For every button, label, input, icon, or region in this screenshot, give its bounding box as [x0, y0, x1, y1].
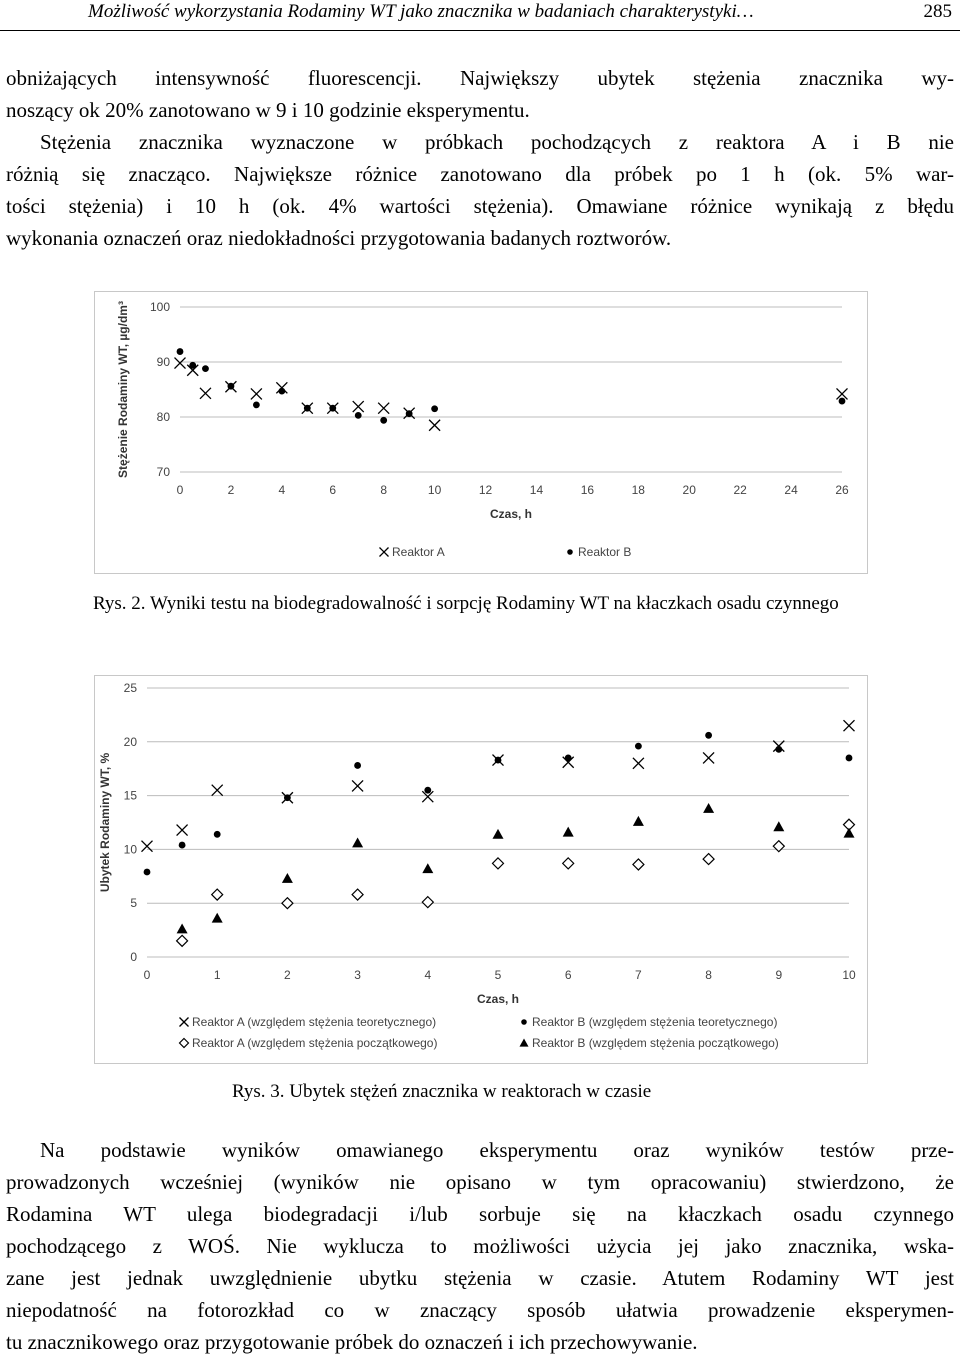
data-point — [839, 398, 846, 405]
x-tick-label: 2 — [284, 968, 291, 982]
data-point — [354, 762, 361, 769]
x-tick-label: 8 — [705, 968, 712, 982]
data-point — [202, 365, 209, 372]
legend-marker — [180, 1039, 189, 1048]
data-point — [278, 388, 285, 395]
legend-marker — [520, 1039, 529, 1047]
data-point — [142, 841, 153, 852]
data-point — [773, 821, 784, 831]
running-header — [0, 0, 960, 31]
legend-marker — [521, 1019, 527, 1025]
data-point — [493, 858, 504, 869]
data-point — [214, 831, 221, 838]
data-point — [144, 869, 151, 876]
data-point — [284, 794, 291, 801]
paragraph-line: Na podstawie wyników omawianego eksperymentu oraz wyników testów prze- — [40, 1138, 954, 1162]
x-tick-label: 8 — [380, 483, 388, 497]
x-tick-label: 10 — [842, 968, 856, 982]
y-axis-label: Stężenie Rodaminy WT, µg/dm³ — [116, 301, 130, 478]
series-1 — [175, 358, 848, 431]
legend-entry — [521, 1015, 777, 1029]
data-point — [251, 388, 262, 399]
loss-scatter-chart — [95, 676, 867, 1063]
data-point — [493, 829, 504, 839]
data-point — [563, 827, 574, 837]
data-point — [378, 403, 389, 414]
legend-marker — [180, 1018, 189, 1027]
data-point — [565, 755, 572, 762]
data-point — [844, 828, 855, 838]
data-point — [253, 401, 260, 408]
data-point — [352, 837, 363, 847]
x-tick-label: 22 — [733, 483, 747, 497]
legend-label: Reaktor A (względem stężenia teoretycznego) — [192, 1015, 437, 1029]
data-point — [406, 410, 413, 417]
x-tick-label: 20 — [682, 483, 696, 497]
x-tick-label: 7 — [635, 968, 642, 982]
data-point — [304, 405, 311, 412]
data-point — [179, 842, 186, 849]
legend-marker — [567, 549, 573, 555]
data-point — [422, 897, 433, 908]
y-tick-label: 80 — [156, 410, 170, 424]
y-axis-label: Ubytek Rodaminy WT, % — [98, 752, 112, 893]
data-point — [633, 758, 644, 769]
data-point — [844, 720, 855, 731]
x-tick-label: 12 — [478, 483, 493, 497]
figure-2-caption: Rys. 2. Wyniki testu na biodegradowalność i sorpcję Rodaminy WT na kłaczkach osadu czynnego — [93, 593, 839, 614]
series-2 — [144, 732, 853, 875]
x-tick-label: 4 — [424, 968, 432, 982]
figure-2-chart — [94, 291, 868, 574]
x-tick-label: 16 — [580, 483, 595, 497]
data-point — [424, 787, 431, 794]
x-tick-label: 26 — [835, 483, 849, 497]
paragraph-line: prowadzonych wcześniej (wyników nie opisano w tym opracowaniu) stwierdzono, że — [6, 1170, 954, 1194]
data-point — [563, 858, 574, 869]
concentration-scatter-chart — [95, 292, 867, 573]
paragraph-line: tości stężenia) i 10 h (ok. 4% wartości stężenia). Omawiane różnice wynikają z błędu — [6, 194, 954, 218]
y-tick-label: 90 — [156, 355, 170, 369]
figure-3-chart — [94, 675, 868, 1064]
x-tick-label: 24 — [784, 483, 798, 497]
paragraph-line: pochodzącego z WOŚ. Nie wyklucza to możliwości użycia jej jako znacznika, wska- — [6, 1234, 954, 1258]
legend-entry — [520, 1036, 779, 1050]
data-point — [329, 405, 336, 412]
legend-entry — [180, 1036, 438, 1050]
data-point — [703, 854, 714, 865]
data-point — [177, 924, 188, 934]
figure-3-caption: Rys. 3. Ubytek stężeń znacznika w reaktorach w czasie — [232, 1081, 652, 1102]
x-tick-label: 6 — [564, 968, 572, 982]
y-tick-label: 0 — [130, 950, 137, 964]
legend-label: Reaktor A — [392, 545, 445, 559]
y-tick-label: 20 — [123, 734, 137, 749]
data-point — [380, 417, 387, 424]
paragraph-line: wykonania oznaczeń oraz niedokładności przygotowania badanych roztworów. — [6, 226, 672, 250]
x-axis-label: Czas, h — [489, 507, 533, 521]
data-point — [352, 889, 363, 900]
data-point — [200, 388, 211, 399]
series-4 — [177, 803, 855, 933]
y-tick-label: 5 — [130, 896, 137, 911]
legend-label: Reaktor B — [578, 545, 632, 559]
x-tick-label: 1 — [213, 968, 221, 982]
data-point — [633, 816, 644, 826]
paragraph-line: noszący ok 20% zanotowano w 9 i 10 godzinie eksperymentu. — [6, 98, 530, 122]
data-point — [775, 746, 782, 753]
paragraph-line: tu znacznikowego oraz przygotowanie próbek do oznaczeń i ich przechowywanie. — [6, 1330, 698, 1354]
data-point — [355, 412, 362, 419]
data-point — [352, 780, 363, 791]
x-tick-label: 10 — [427, 483, 442, 497]
data-point — [212, 889, 223, 900]
data-point — [703, 803, 714, 813]
paragraph-2 — [6, 1134, 954, 1358]
data-point — [495, 757, 502, 764]
data-point — [633, 859, 644, 870]
data-point — [175, 358, 186, 369]
series-2 — [177, 348, 846, 424]
data-point — [635, 743, 642, 750]
data-point — [703, 752, 714, 763]
y-tick-label: 10 — [123, 842, 137, 857]
data-point — [705, 732, 712, 739]
data-point — [228, 383, 235, 390]
data-point — [177, 935, 188, 946]
paragraph-1 — [6, 62, 954, 254]
y-tick-label: 15 — [123, 788, 137, 803]
data-point — [282, 873, 293, 883]
paragraph-line: różnią się znacząco. Największe różnice zanotowano dla próbek po 1 h (ok. 5% war- — [6, 162, 954, 186]
legend-label: Reaktor B (względem stężenia teoretycznego) — [532, 1015, 778, 1029]
paragraph-line: niepodatność na fotorozkład co w znaczący sposób ułatwia prowadzenie eksperymen- — [6, 1298, 954, 1322]
x-axis-label: Czas, h — [476, 992, 520, 1006]
x-tick-label: 4 — [278, 483, 286, 497]
data-point — [429, 420, 440, 431]
legend-marker — [380, 548, 389, 557]
series-3 — [177, 819, 855, 946]
data-point — [846, 755, 853, 762]
legend-entry — [380, 545, 445, 559]
paragraph-line: Rodamina WT ulega biodegradacji i/lub sorbuje się na kłaczkach osadu czynnego — [6, 1202, 954, 1226]
page-number: 285 — [923, 1, 952, 22]
data-point — [282, 898, 293, 909]
x-tick-label: 3 — [354, 968, 361, 982]
x-tick-label: 14 — [529, 483, 544, 497]
paragraph-line: obniżających intensywność fluorescencji. Największy ubytek stężenia znacznika wy- — [6, 66, 954, 90]
legend-entry — [567, 545, 631, 559]
x-tick-label: 18 — [631, 483, 645, 497]
data-point — [353, 401, 364, 412]
x-tick-label: 0 — [143, 968, 151, 982]
x-tick-label: 9 — [775, 968, 783, 982]
data-point — [189, 362, 196, 369]
running-header-title: Możliwość wykorzystania Rodaminy WT jako znacznika w badaniach charakterystyki… — [88, 1, 754, 22]
x-tick-label: 5 — [494, 968, 502, 982]
legend-label: Reaktor B (względem stężenia początkowego) — [532, 1036, 779, 1050]
data-point — [431, 405, 438, 412]
y-tick-label: 100 — [149, 300, 170, 314]
data-point — [212, 913, 223, 923]
legend-entry — [180, 1015, 437, 1029]
legend-label: Reaktor A (względem stężenia początkowego) — [192, 1036, 438, 1050]
x-tick-label: 6 — [329, 483, 337, 497]
y-tick-label: 70 — [156, 465, 170, 479]
x-tick-label: 2 — [227, 483, 235, 497]
y-tick-label: 25 — [123, 681, 137, 695]
paragraph-line: Stężenia znacznika wyznaczone w próbkach pochodzących z reaktora A i B nie — [40, 130, 954, 154]
data-point — [177, 825, 188, 836]
paragraph-line: zane jest jednak uwzględnienie ubytku stężenia w czasie. Atutem Rodaminy WT jest — [6, 1266, 954, 1290]
data-point — [212, 785, 223, 796]
data-point — [177, 348, 184, 355]
x-tick-label: 0 — [176, 483, 184, 497]
data-point — [773, 841, 784, 852]
data-point — [422, 863, 433, 873]
